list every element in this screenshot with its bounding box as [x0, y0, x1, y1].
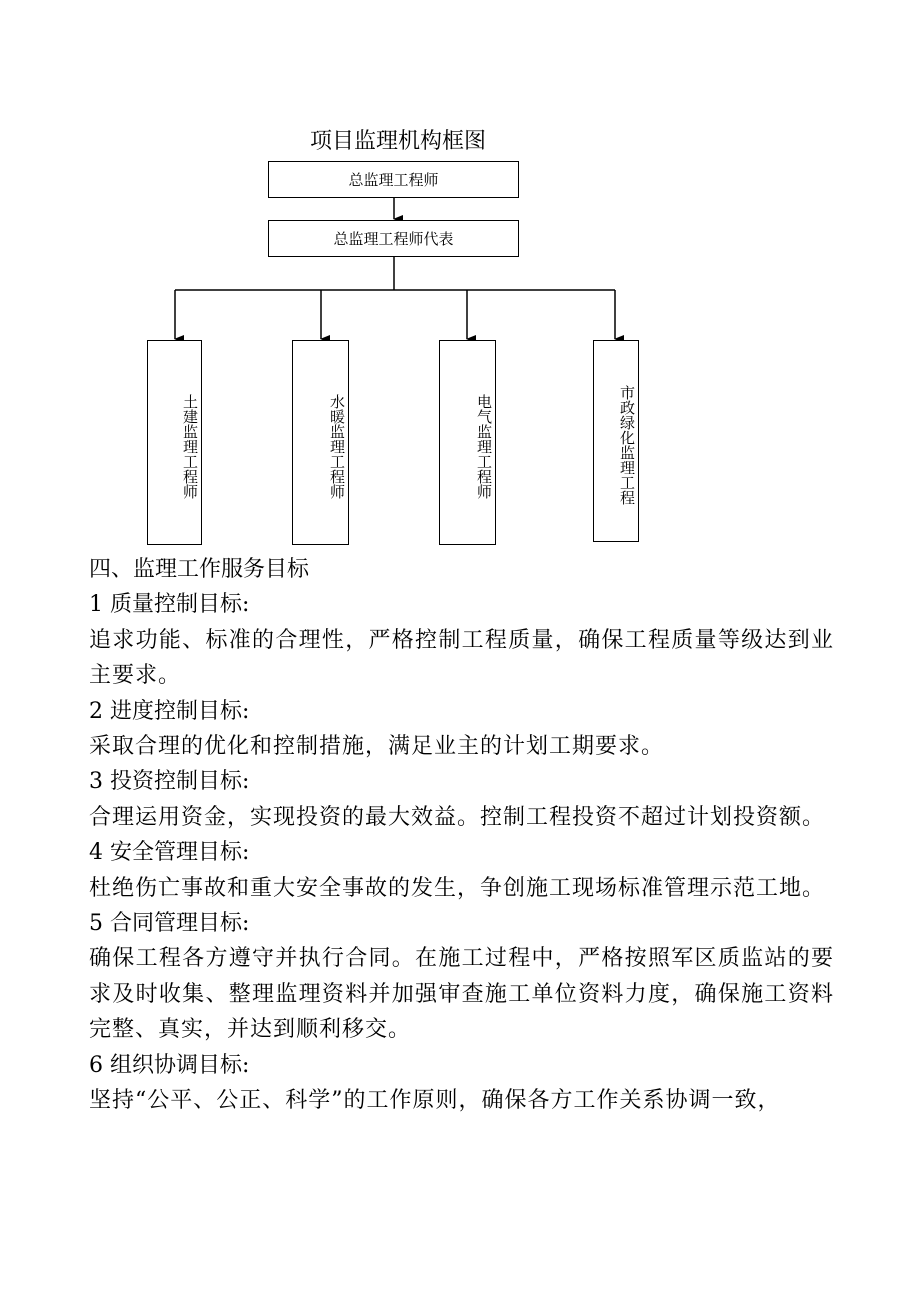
item-heading-contract: 5 合同管理目标:: [89, 911, 250, 937]
item-text-investment: 合理运用资金，实现投资的最大效益。控制工程投资不超过计划投资额。: [89, 804, 826, 830]
item-text-contract: 确保工程各方遵守并执行合同。在施工过程中，严格按照军区质监站的要求及时收集、整理监理资料并加强审查施工单位资料力度，确保施工资料完整、真实，并达到顺利移交。: [89, 946, 834, 1043]
item-heading-schedule: 2 进度控制目标:: [89, 698, 250, 724]
electrical-engineer-box: [439, 340, 496, 545]
deputy-engineer-box: [268, 220, 519, 257]
item-text-coordination: 坚持“公平、公正、科学”的工作原则，确保各方工作关系协调一致，: [89, 1088, 781, 1114]
item-heading-quality: 1 质量控制目标:: [89, 592, 250, 618]
service-goals-section: [89, 552, 834, 1119]
item-text-schedule: 采取合理的优化和控制措施，满足业主的计划工期要求。: [89, 734, 665, 760]
item-text-safety: 杜绝伤亡事故和重大安全事故的发生，争创施工现场标准管理示范工地。: [89, 875, 826, 901]
section-heading: 四、监理工作服务目标: [89, 557, 310, 582]
org-chart-title: 项目监理机构框图: [310, 129, 487, 154]
item-text-quality: 追求功能、标准的合理性，严格控制工程质量，确保工程质量等级达到业主要求。: [89, 627, 834, 689]
item-heading-investment: 3 投资控制目标:: [89, 769, 250, 795]
municipal-greening-engineer-label: 市政绿化监理工程: [618, 385, 636, 505]
chief-engineer-label: 总监理工程师: [348, 171, 439, 189]
chief-engineer-box: [268, 161, 519, 198]
municipal-greening-engineer-box: [593, 340, 639, 542]
item-heading-safety: 4 安全管理目标:: [89, 840, 250, 866]
deputy-engineer-label: 总监理工程师代表: [333, 230, 454, 248]
plumbing-hvac-engineer-label: 水暖监理工程师: [328, 394, 346, 499]
plumbing-hvac-engineer-box: [292, 340, 349, 545]
civil-engineer-box: [147, 340, 202, 545]
electrical-engineer-label: 电气监理工程师: [475, 394, 493, 499]
civil-engineer-label: 土建监理工程师: [181, 394, 199, 499]
item-heading-coordination: 6 组织协调目标:: [89, 1052, 250, 1078]
